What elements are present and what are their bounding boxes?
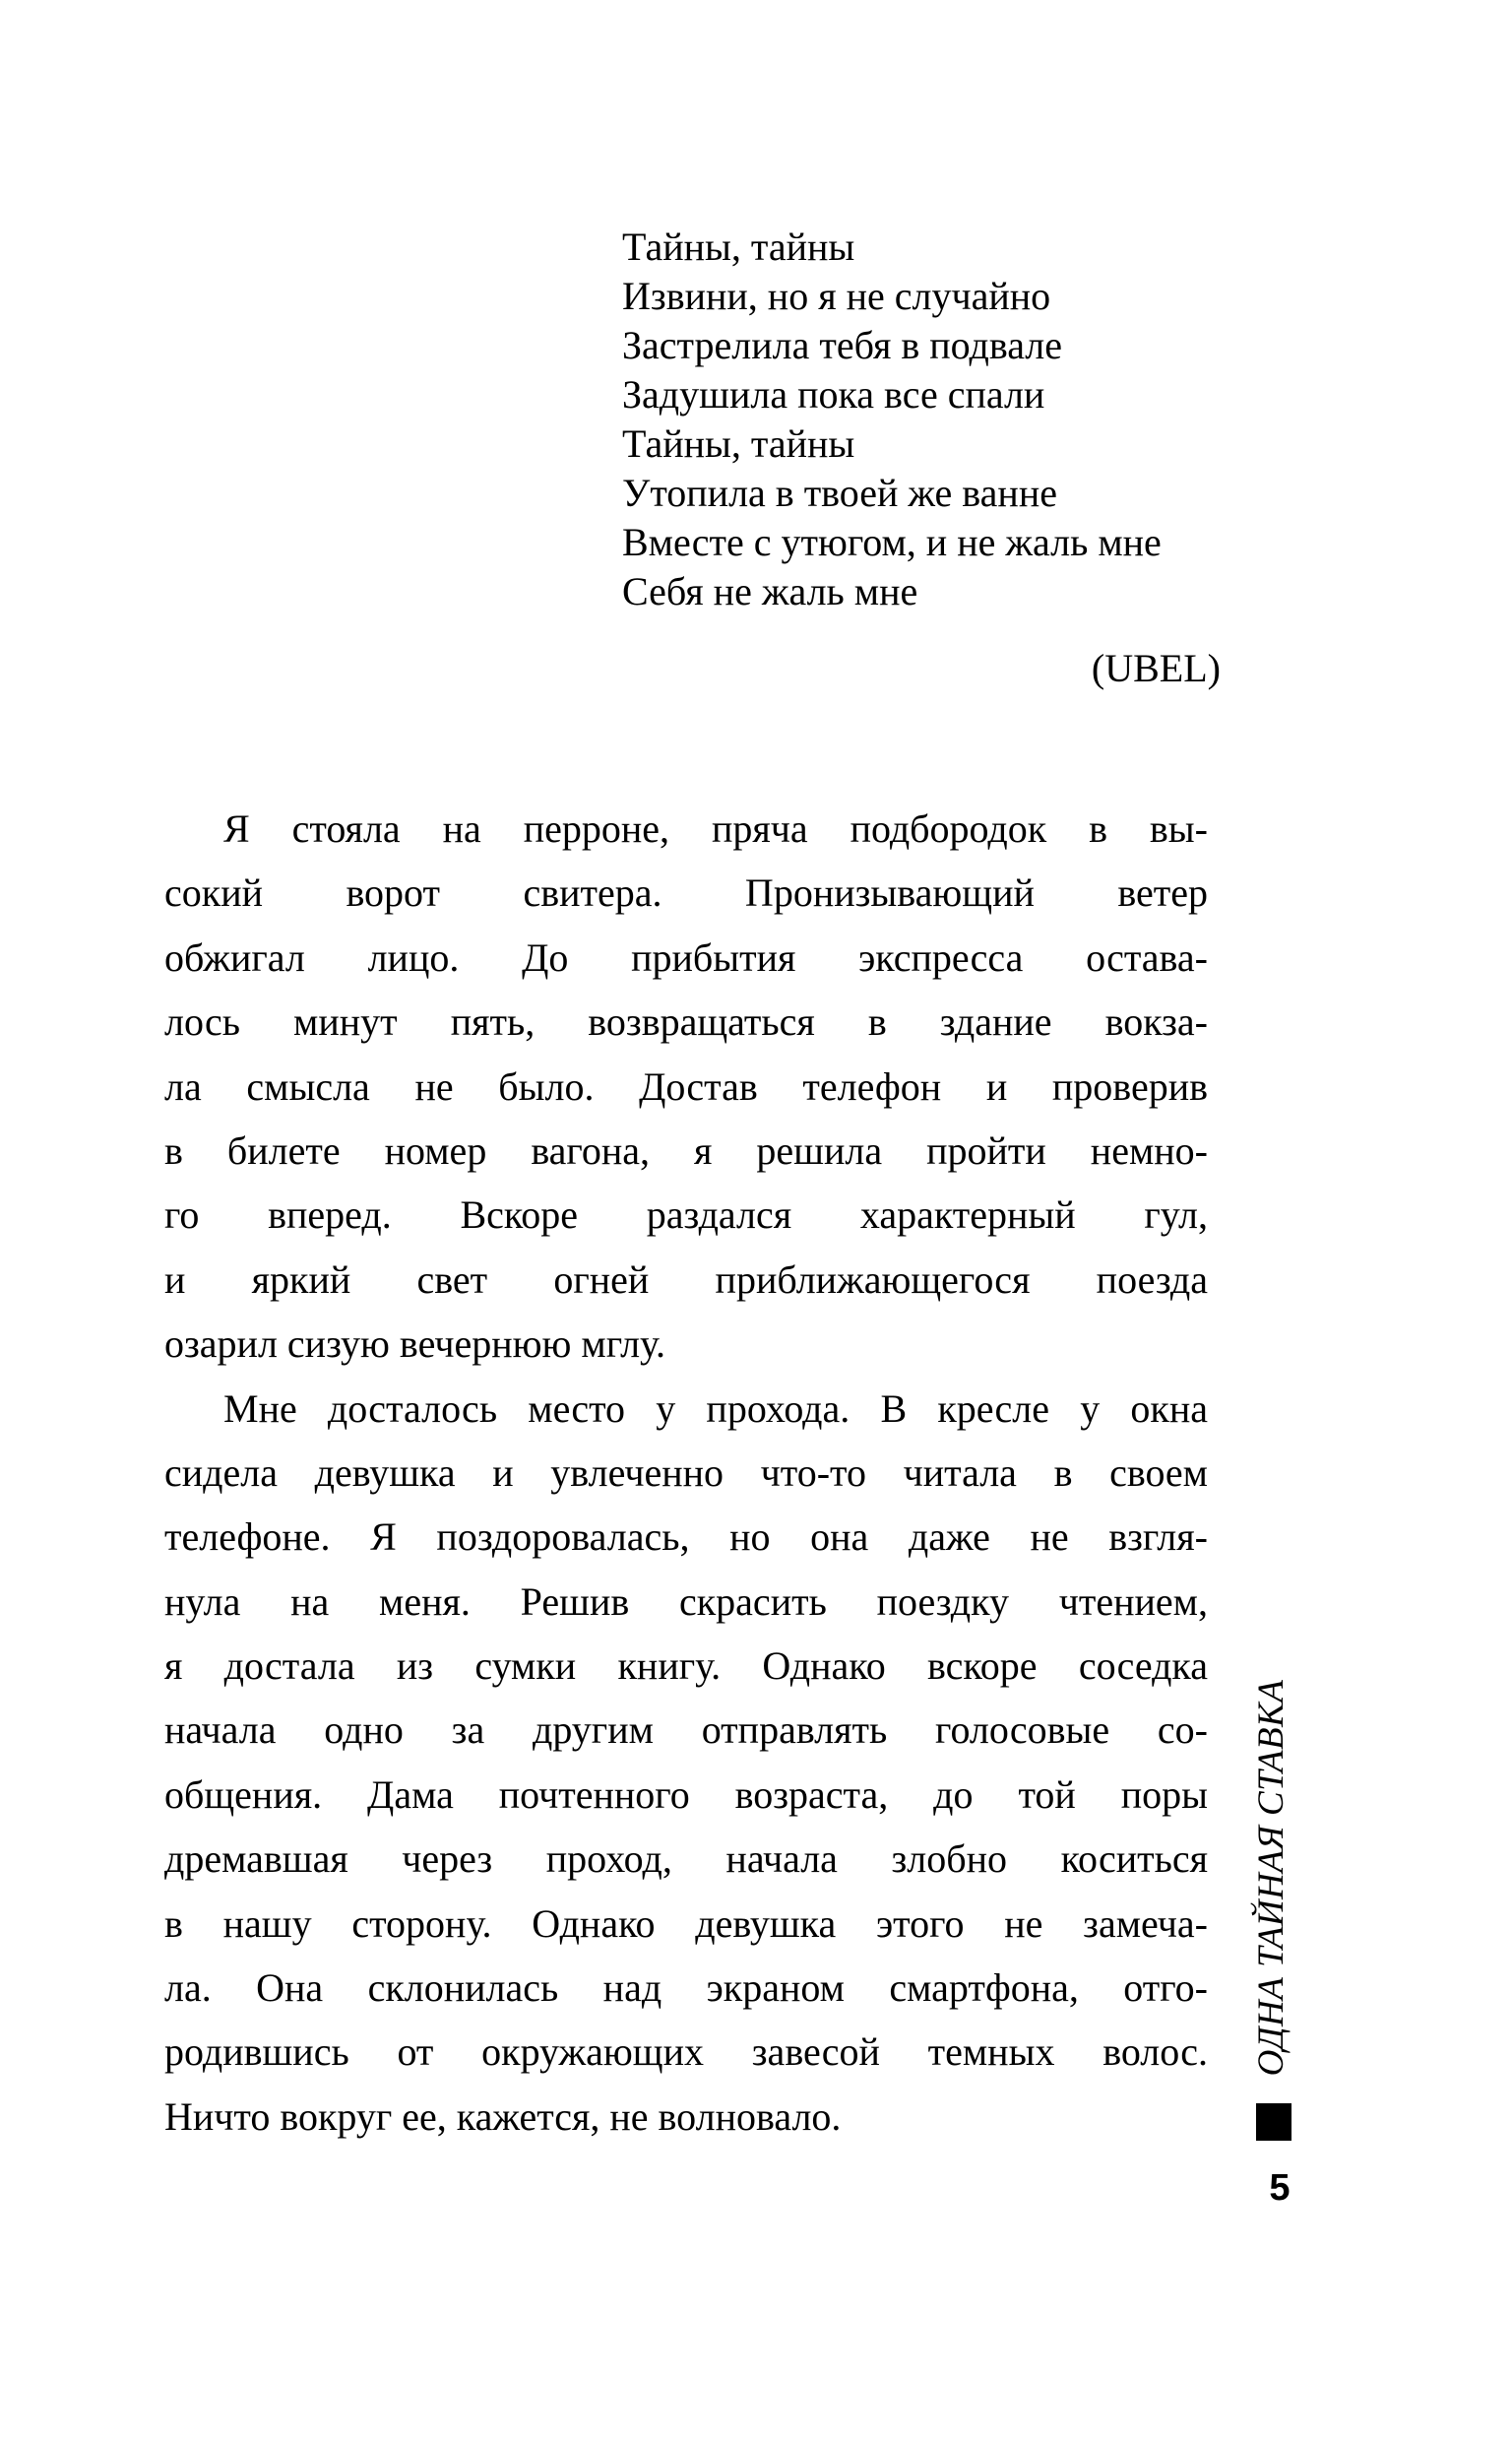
text-line: я достала из сумки книгу. Однако вскоре соседка	[164, 1643, 1208, 1689]
running-head-title: ОДНА ТАЙНАЯ СТАВКА	[1251, 1679, 1292, 2077]
square-marker-icon	[1256, 2103, 1292, 2141]
epigraph-line: Тайны, тайны	[622, 225, 855, 269]
text-line: озарил сизую вечернюю мглу.	[164, 1321, 666, 1367]
epigraph-line: Тайны, тайны	[622, 421, 855, 466]
epigraph-line: Извини, но я не случайно	[622, 274, 1051, 318]
text-line: родившись от окружающих завесой темных волос.	[164, 2029, 1208, 2075]
epigraph-line: Вместе с утюгом, и не жаль мне	[622, 520, 1162, 564]
epigraph-line: Застрелила тебя в подвале	[622, 323, 1063, 367]
text-line: и яркий свет огней приближающегося поезда	[164, 1256, 1208, 1302]
epigraph-source: (UBEL)	[1091, 646, 1221, 690]
text-line: общения. Дама почтенного возраста, до той поры	[164, 1771, 1208, 1817]
page-number: 5	[1269, 2167, 1291, 2209]
epigraph-line: Себя не жаль мне	[622, 569, 918, 613]
epigraph	[622, 223, 1223, 616]
text-line: в билете номер вагона, я решила пройти немно-	[164, 1127, 1208, 1173]
text-line: сокий ворот свитера. Пронизывающий ветер	[164, 870, 1208, 916]
text-line: сидела девушка и увлеченно что-то читала в своем	[164, 1449, 1208, 1495]
text-line: нула на меня. Решив скрасить поездку чтением,	[164, 1578, 1208, 1624]
text-line: ла. Она склонилась над экраном смартфона, отго-	[164, 1965, 1208, 2011]
epigraph-line: Утопила в твоей же ванне	[622, 471, 1057, 515]
paragraph-2	[164, 1377, 1208, 2150]
text-line: го вперед. Вскоре раздался характерный гул,	[164, 1192, 1208, 1238]
text-line: ла смысла не было. Достав телефон и проверив	[164, 1063, 1208, 1109]
epigraph-line: Задушила пока все спали	[622, 372, 1045, 417]
text-line: Ничто вокруг ее, кажется, не волновало.	[164, 2093, 842, 2139]
text-line: в нашу сторону. Однако девушка этого не замеча-	[164, 1900, 1208, 1946]
text-line: дремавшая через проход, начала злобно коситься	[164, 1836, 1208, 1882]
text-line: обжигал лицо. До прибытия экспресса остава-	[164, 934, 1208, 980]
text-line: лось минут пять, возвращаться в здание вокза-	[164, 999, 1208, 1045]
text-line: Я стояла на перроне, пряча подбородок в вы-	[223, 806, 1208, 851]
body-text	[164, 797, 1208, 2149]
text-line: Мне досталось место у прохода. В кресле у окна	[223, 1385, 1208, 1431]
text-line: начала одно за другим отправлять голосовые со-	[164, 1707, 1208, 1753]
text-line: телефоне. Я поздоровалась, но она даже не взгля-	[164, 1514, 1208, 1560]
paragraph-1	[164, 797, 1208, 1377]
